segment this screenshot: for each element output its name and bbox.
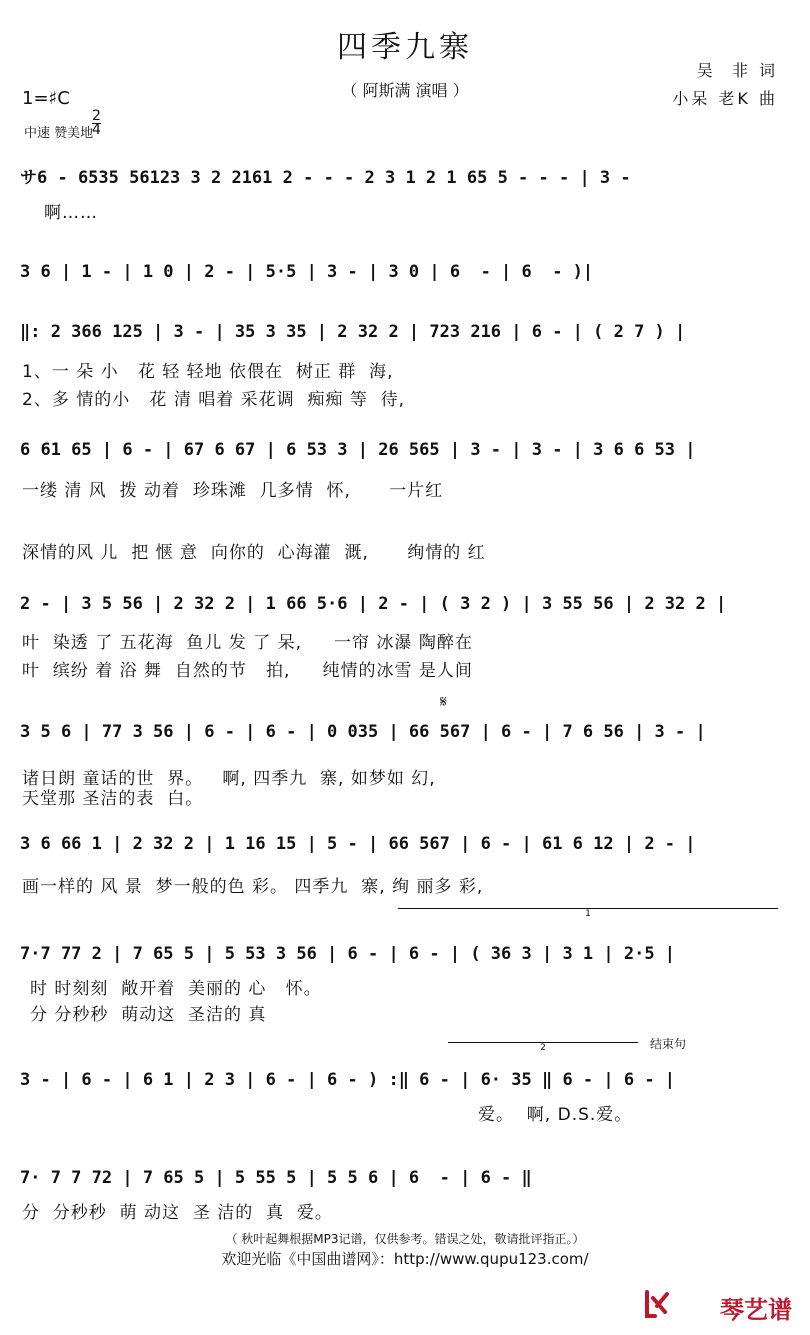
score-system-6: 3 5 6 | 77 3 56 | 6 - | 6 - | 0 035 | 66 567 | 6 - | 7 6 56 | 3 - |: [20, 722, 706, 742]
score-system-7: 3 6 66 1 | 2 32 2 | 1 16 15 | 5 - | 66 567 | 6 - | 61 6 12 | 2 - |: [20, 834, 696, 854]
lyric-line: 分 分秒秒 萌动这 圣洁的 真: [30, 1005, 267, 1025]
ending-label: 结束句: [650, 1037, 687, 1051]
footer-note: （ 秋叶起舞根据MP3记谱，仅供参考。错误之处，敬请批评指正。）: [225, 1232, 585, 1246]
lyric-line: 叶 染透 了 五花海 鱼儿 发 了 呆, 一帘 冰瀑 陶醉在: [22, 633, 473, 653]
time-signature: 2 4: [92, 108, 101, 138]
song-title: 四季九寨: [337, 30, 473, 65]
lyric-line: 2、多 情的小 花 清 唱着 采花调 痴痴 等 待,: [22, 390, 406, 410]
lyric-line: 叶 缤纷 着 浴 舞 自然的节 拍, 纯情的冰雪 是人间: [22, 661, 473, 681]
lyricist-credit: 吴 非 词: [696, 61, 778, 80]
volta-1: 1: [398, 908, 778, 919]
score-system-8: 7·7 77 2 | 7 65 5 | 5 53 3 56 | 6 - | 6 - | ( 36 3 | 3 1 | 2·5 |: [20, 944, 676, 964]
lyric-line: 深情的风 儿 把 惬 意 向你的 心海灌 溉, 绚情的 红: [22, 543, 486, 563]
brand-name: 琴艺谱: [720, 1296, 792, 1324]
composer-credit: 小呆 老K 曲: [672, 89, 778, 108]
score-system-5: 2 - | 3 5 56 | 2 32 2 | 1 66 5·6 | 2 - | ( 3 2 ) | 3 55 56 | 2 32 2 |: [20, 594, 727, 614]
score-system-4: 6 61 65 | 6 - | 67 6 67 | 6 53 3 | 26 565 | 3 - | 3 - | 3 6 6 53 |: [20, 440, 696, 460]
segno-sign: 𝄋: [440, 692, 447, 711]
volta-2: 2: [448, 1042, 638, 1053]
score-system-1: サ6 - 6535 56123 3 2 2161 2 - - - 2 3 1 2 1 65 5 - - - | 3 -: [20, 168, 631, 188]
lyric-line: 一缕 清 风 拨 动着 珍珠滩 几多情 怀, 一片红: [22, 481, 444, 501]
singer-credit: （ 阿斯满 演唱 ）: [341, 81, 469, 100]
lyric-line: 啊……: [44, 203, 98, 223]
brand-logo-icon: [641, 1288, 675, 1322]
lyric-line: 分 分秒秒 萌 动这 圣 洁的 真 爱。: [22, 1203, 333, 1223]
score-system-9: 3 - | 6 - | 6 1 | 2 3 | 6 - | 6 - ) :‖ 6 - | 6· 35 ‖ 6 - | 6 - |: [20, 1070, 676, 1090]
score-system-2: 3 6 | 1 - | 1 0 | 2 - | 5·5 | 3 - | 3 0 | 6 - | 6 - )|: [20, 262, 594, 282]
footer-site: 欢迎光临《中国曲谱网》：http://www.qupu123.com/: [221, 1250, 589, 1268]
lyric-line: 爱。 啊, D.S.爱。: [478, 1105, 633, 1125]
lyric-line: 1、一 朵 小 花 轻 轻地 依偎在 树正 群 海,: [22, 362, 394, 382]
lyric-line: 时 时刻刻 敞开着 美丽的 心 怀。: [30, 979, 322, 999]
lyric-line: 天堂那 圣洁的表 白。: [22, 789, 204, 809]
score-system-3: ‖: 2 366 125 | 3 - | 35 3 35 | 2 32 2 | 723 216 | 6 - | ( 2 7 ) |: [20, 322, 686, 342]
key-signature: 1=♯C: [22, 88, 70, 109]
tempo-marking: 中速 赞美地: [24, 126, 94, 141]
score-system-10: 7· 7 7 72 | 7 65 5 | 5 55 5 | 5 5 6 | 6 - | 6 - ‖: [20, 1168, 532, 1188]
lyric-line: 诸日朗 童话的世 界。 啊, 四季九 寨, 如梦如 幻,: [22, 769, 436, 789]
lyric-line: 画一样的 风 景 梦一般的色 彩。 四季九 寨, 绚 丽多 彩,: [22, 877, 484, 897]
